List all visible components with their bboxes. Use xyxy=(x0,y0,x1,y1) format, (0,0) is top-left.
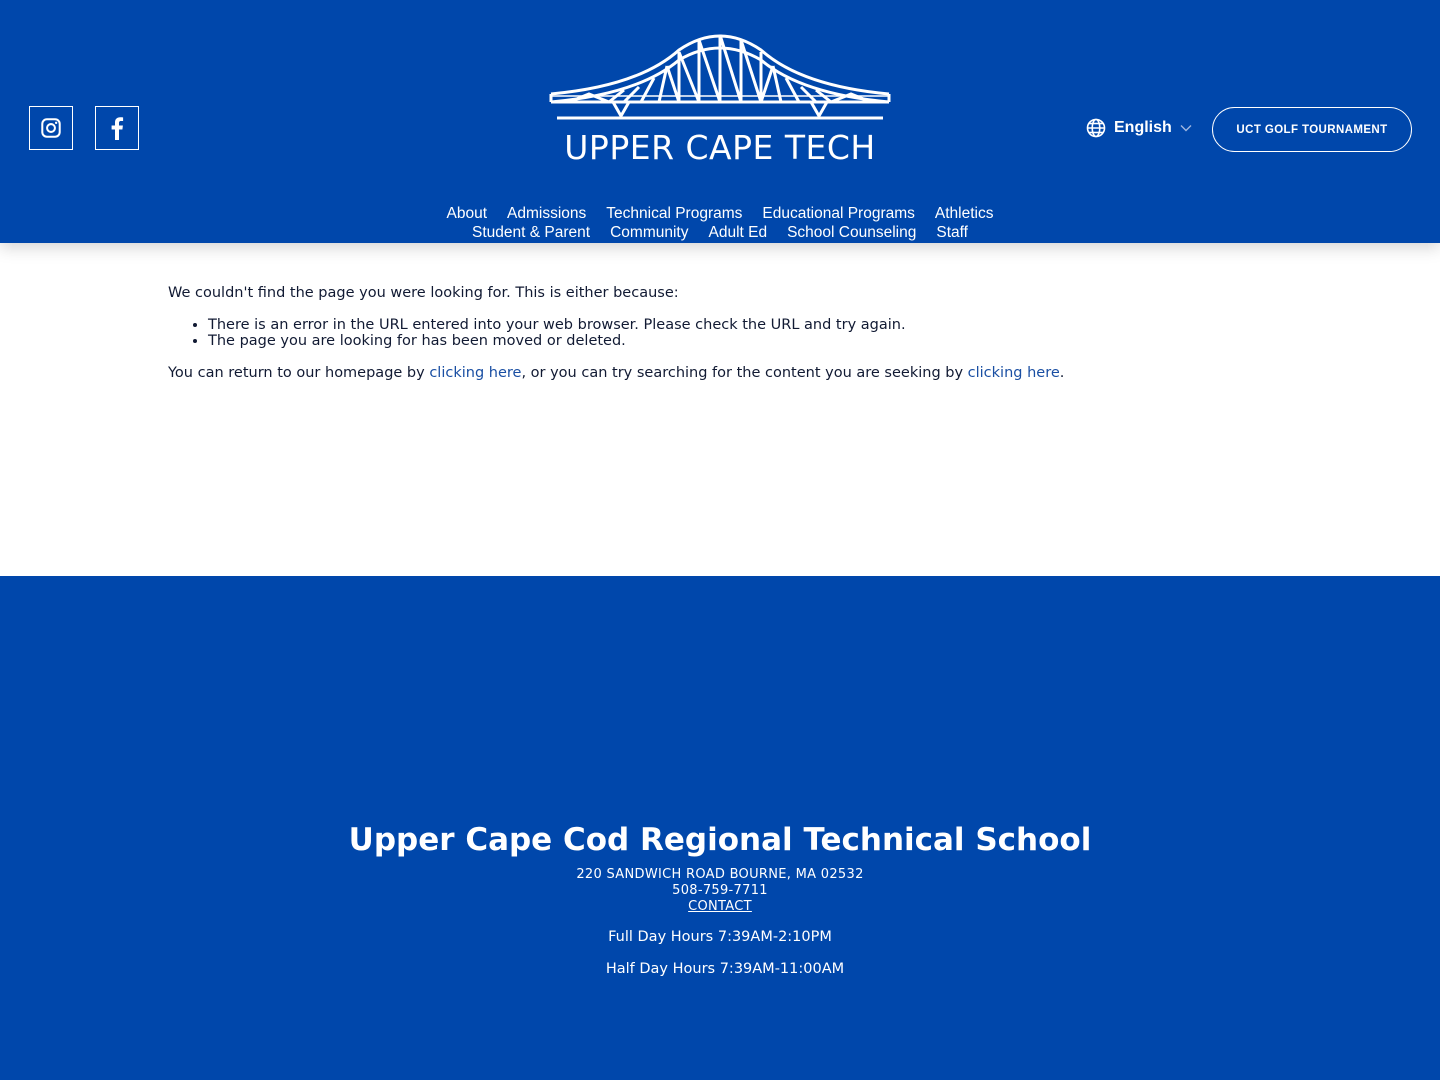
instagram-icon xyxy=(40,117,62,139)
instagram-link[interactable] xyxy=(29,106,73,150)
footer-full-day-hours: Full Day Hours 7:39AM-2:10PM xyxy=(608,929,832,945)
reason-list xyxy=(168,317,1268,349)
nav-item-technical-programs[interactable]: Technical Programs xyxy=(606,205,743,222)
site-logo[interactable] xyxy=(549,30,891,170)
not-found-content xyxy=(168,285,1268,381)
language-label: English xyxy=(1114,119,1172,136)
return-instructions xyxy=(168,365,1268,381)
nav-row-primary xyxy=(0,204,1440,223)
language-selector[interactable] xyxy=(1086,116,1192,140)
site-header xyxy=(0,0,1440,243)
logo-wordmark: UPPER CAPE TECH xyxy=(564,128,876,167)
chevron-down-icon xyxy=(1180,124,1192,132)
return-suffix: . xyxy=(1059,365,1065,381)
return-prefix: You can return to our homepage by xyxy=(168,365,430,381)
site-footer xyxy=(0,576,1440,1080)
nav-item-educational-programs[interactable]: Educational Programs xyxy=(762,205,915,222)
return-middle: , or you can try searching for the content you are seeking by xyxy=(521,365,968,381)
footer-school-name: Upper Cape Cod Regional Technical School xyxy=(348,822,1092,858)
reason-item-url-error: • There is an error in the URL entered into your web browser. Please check the URL and try again. xyxy=(208,317,1268,333)
facebook-link[interactable] xyxy=(95,106,139,150)
facebook-icon xyxy=(110,116,124,140)
bridge-logo-icon xyxy=(549,30,891,125)
nav-item-about[interactable]: About xyxy=(446,205,488,222)
not-found-intro: We couldn't find the page you were looking for. This is either because: xyxy=(168,285,679,301)
search-link[interactable]: clicking here xyxy=(967,365,1060,381)
globe-icon xyxy=(1086,118,1106,138)
nav-row-secondary xyxy=(0,223,1440,242)
reason-item-moved: • The page you are looking for has been moved or deleted. xyxy=(208,333,1268,349)
footer-half-day-hours: Half Day Hours 7:39AM-11:00AM xyxy=(605,961,845,977)
footer-phone: 508-759-7711 xyxy=(672,883,768,898)
nav-item-student-parent[interactable]: Student & Parent xyxy=(472,224,591,241)
nav-item-athletics[interactable]: Athletics xyxy=(934,205,994,222)
nav-item-staff[interactable]: Staff xyxy=(936,224,968,241)
homepage-link[interactable]: clicking here xyxy=(429,365,522,381)
nav-item-adult-ed[interactable]: Adult Ed xyxy=(708,224,768,241)
main-navigation xyxy=(0,204,1440,242)
nav-item-school-counseling[interactable]: School Counseling xyxy=(787,224,917,241)
golf-tournament-button[interactable]: UCT GOLF TOURNAMENT xyxy=(1212,107,1412,152)
footer-contact xyxy=(0,899,1440,914)
footer-address: 220 SANDWICH ROAD BOURNE, MA 02532 xyxy=(576,867,864,882)
nav-item-admissions[interactable]: Admissions xyxy=(507,205,587,222)
footer-contact-link[interactable]: CONTACT xyxy=(688,899,752,914)
nav-item-community[interactable]: Community xyxy=(610,224,689,241)
